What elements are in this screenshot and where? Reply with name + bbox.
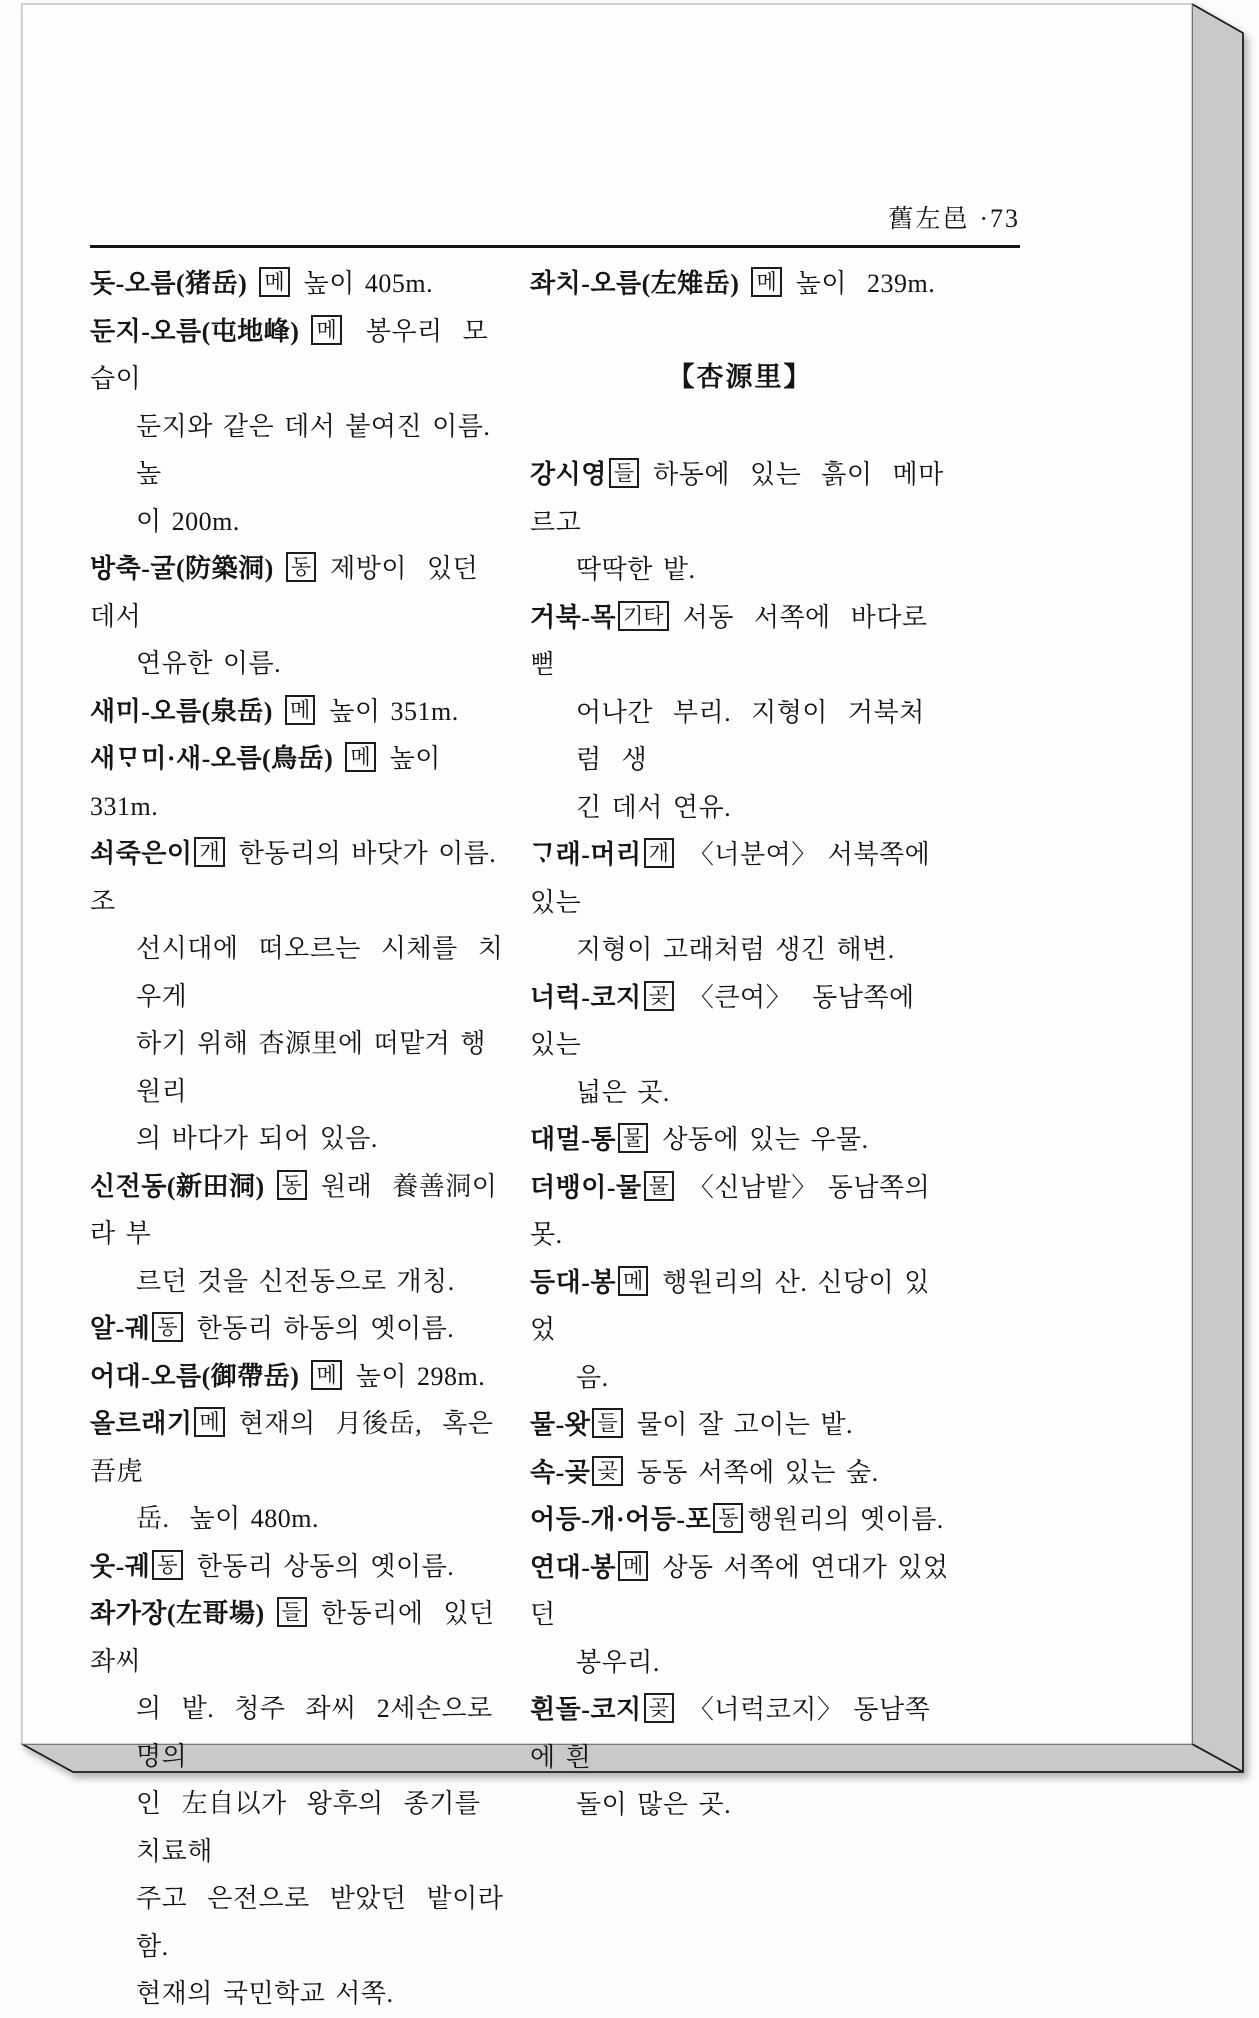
definition-text: 제방이 있던 데서 xyxy=(90,554,499,631)
two-column-text xyxy=(90,260,1020,2018)
entry-line xyxy=(530,1069,950,1117)
category-marker: 메 xyxy=(618,1551,648,1581)
definition-text: 한동리 하동의 옛이름. xyxy=(186,1314,455,1343)
entry-line xyxy=(530,1544,950,1639)
entry-line xyxy=(90,1115,510,1163)
entry-line xyxy=(530,1781,950,1829)
definition-text: 상동에 있는 우물. xyxy=(652,1125,869,1154)
category-marker: 들 xyxy=(277,1597,307,1627)
headword: 올르래기 xyxy=(90,1409,193,1438)
category-marker: 들 xyxy=(592,1408,622,1438)
definition-text: 한동리 상동의 옛이름. xyxy=(186,1551,455,1581)
category-marker: 개 xyxy=(644,838,674,868)
entry-line xyxy=(90,1020,510,1115)
definition-text: 연유한 이름. xyxy=(136,649,282,678)
entry-line xyxy=(90,545,510,640)
category-marker: 기타 xyxy=(618,601,669,631)
headword: 돗-오름(猪岳) xyxy=(90,269,258,298)
definition-text: 상동 서쪽에 연대가 있었던 xyxy=(530,1552,949,1629)
headword: 등대-봉 xyxy=(530,1267,617,1297)
headword: 좌가장(左哥場) xyxy=(90,1599,275,1628)
definition-text: 한동리에 있던 좌씨 xyxy=(90,1599,515,1676)
definition-text: 딱딱한 밭. xyxy=(576,555,696,584)
headword: 좌치-오름(左雉岳) xyxy=(530,269,750,298)
headword: 속-곶 xyxy=(530,1457,591,1487)
definition-text: 르던 것을 신전동으로 개칭. xyxy=(136,1266,455,1296)
entry-line xyxy=(530,1639,950,1687)
definition-text: 지형이 고래처럼 생긴 해변. xyxy=(576,935,895,964)
entry-line xyxy=(90,403,510,498)
headword: 알-궤 xyxy=(90,1314,151,1343)
definition-text: 〈신남밭〉 동남쪽의 못. xyxy=(530,1172,941,1249)
category-marker: 동 xyxy=(277,1170,307,1200)
headword: 어등-개·어등-포 xyxy=(530,1505,712,1534)
definition-text: 어나간 부리. 지형이 거북처럼 생 xyxy=(576,697,925,774)
headword: 흰돌-코지 xyxy=(530,1695,642,1724)
definition-text: 음. xyxy=(576,1362,609,1392)
category-marker: 메 xyxy=(311,1360,341,1390)
headword: 어대-오름(御帶岳) xyxy=(90,1361,310,1391)
definition-text: 물이 잘 고이는 밭. xyxy=(626,1410,853,1439)
entry-line xyxy=(530,926,950,974)
definition-text: 행원리의 옛이름. xyxy=(747,1505,944,1534)
entry-line xyxy=(90,1305,510,1353)
entry-line xyxy=(90,735,510,830)
section-title: 【杏源里】 xyxy=(667,361,813,392)
entry-line xyxy=(90,1685,513,1780)
definition-text: 하기 위해 杏源里에 떠맡겨 행원리 xyxy=(136,1029,487,1106)
definition-text: 높이 351m. xyxy=(319,696,459,726)
entry-line xyxy=(530,594,950,689)
entry-line xyxy=(90,1875,524,1970)
definition-text: 현재의 국민학교 서쪽. xyxy=(136,1979,394,2008)
category-marker: 메 xyxy=(259,267,289,297)
entry-line xyxy=(530,1401,950,1449)
category-marker: 동 xyxy=(152,1312,182,1342)
entry-line xyxy=(530,1449,950,1497)
running-header xyxy=(90,200,1020,238)
definition-text: 의 밭. 청주 좌씨 2세손으로 명의 xyxy=(136,1694,513,1771)
definition-text: 선시대에 떠오르는 시체를 치우게 xyxy=(136,934,504,1011)
category-marker: 곶 xyxy=(644,981,674,1011)
headword: 쇠죽은이 xyxy=(90,839,193,868)
entry-line xyxy=(530,1116,950,1164)
headword: ᄀᆞ래-머리 xyxy=(530,840,642,869)
headword: 대멀-통 xyxy=(530,1125,617,1154)
entry-line xyxy=(530,1496,950,1544)
entry-line xyxy=(530,1259,950,1354)
category-marker: 물 xyxy=(618,1123,648,1153)
category-marker: 메 xyxy=(285,695,315,725)
category-marker: 곶 xyxy=(644,1693,674,1723)
definition-text: 높이 405m. xyxy=(293,269,434,298)
entry-line xyxy=(90,308,510,403)
category-marker: 메 xyxy=(618,1266,648,1296)
category-marker: 동 xyxy=(286,552,316,582)
entry-line xyxy=(90,830,510,925)
entry-line xyxy=(90,1970,510,2018)
definition-text: 높이 298m. xyxy=(345,1361,486,1391)
entry-line xyxy=(90,1495,510,1543)
definition-text: 한동리의 바닷가 이름. 조 xyxy=(90,839,507,916)
entry-line xyxy=(90,1780,510,1875)
category-marker: 동 xyxy=(713,1503,743,1533)
headword: 둔지-오름(屯地峰) xyxy=(90,316,310,346)
definition-text: 원래 養善洞이라 부 xyxy=(90,1171,498,1248)
headword: 웃-궤 xyxy=(90,1551,151,1581)
entry-line xyxy=(90,688,510,736)
entry-line xyxy=(90,640,510,688)
definition-text: 주고 은전으로 받았던 밭이라 함. xyxy=(136,1884,524,1961)
entry-line xyxy=(90,1543,510,1591)
entry-line xyxy=(530,831,950,926)
headword: 더뱅이-물 xyxy=(530,1172,642,1202)
entry-line xyxy=(90,260,510,308)
category-marker: 메 xyxy=(311,315,341,345)
entry-line xyxy=(90,1258,510,1306)
entry-line xyxy=(90,925,510,1020)
category-marker: 메 xyxy=(345,742,375,772)
book-side-edge-right xyxy=(1192,4,1243,1772)
headword: 새ᄆᆞ미·새-오름(鳥岳) xyxy=(90,744,344,773)
headword: 너럭-코지 xyxy=(530,982,642,1012)
category-marker: 개 xyxy=(194,837,224,867)
entry-line xyxy=(530,784,950,832)
category-marker: 들 xyxy=(609,458,639,488)
entry-line xyxy=(530,260,950,308)
page-content xyxy=(90,200,1020,2018)
page-number: ·73 xyxy=(979,204,1020,233)
headword: 방축-굴(防築洞) xyxy=(90,554,284,583)
category-marker: 곶 xyxy=(592,1456,622,1486)
definition-text: 이 200m. xyxy=(136,506,240,536)
definition-text: 긴 데서 연유. xyxy=(576,792,732,822)
entry-line xyxy=(530,974,950,1069)
headword: 신전동(新田洞) xyxy=(90,1171,275,1201)
entry-line xyxy=(90,1400,514,1495)
definition-text: 행원리의 산. 신당이 있었 xyxy=(530,1267,930,1344)
entry-line xyxy=(90,498,510,546)
header-rule xyxy=(90,245,1020,248)
entry-line xyxy=(530,1354,950,1402)
headword: 새미-오름(泉岳) xyxy=(90,696,283,726)
entry-line xyxy=(90,1590,515,1685)
definition-text: 높이 331m. xyxy=(90,744,451,821)
entry-line xyxy=(530,1164,950,1259)
definition-text: 서동 서쪽에 바다로 뻗 xyxy=(530,602,948,679)
definition-text: 높이 239m. xyxy=(785,269,936,298)
entry-line xyxy=(530,546,950,594)
header-section-title: 舊左邑 xyxy=(888,206,970,233)
definition-text: 봉우리 모습이 xyxy=(90,316,489,393)
definition-text: 의 바다가 되어 있음. xyxy=(136,1124,378,1153)
definition-text: 인 左自以가 왕후의 종기를 치료해 xyxy=(136,1789,501,1866)
entry-line xyxy=(90,1163,510,1258)
entry-line xyxy=(90,1353,510,1401)
definition-text: 하동에 있는 흙이 메마르고 xyxy=(530,460,944,537)
definition-text: 〈큰여〉 동남쪽에 있는 xyxy=(530,982,945,1059)
category-marker: 물 xyxy=(644,1171,674,1201)
entry-line xyxy=(530,689,950,784)
headword: 물-왓 xyxy=(530,1410,591,1439)
entry-line xyxy=(530,451,950,546)
headword: 연대-봉 xyxy=(530,1552,617,1582)
definition-text: 둔지와 같은 데서 붙여진 이름. 높 xyxy=(136,411,501,488)
category-marker: 동 xyxy=(152,1550,182,1580)
definition-text: 봉우리. xyxy=(576,1647,660,1677)
category-marker: 메 xyxy=(751,267,781,297)
category-marker: 메 xyxy=(194,1407,224,1437)
definition-text: 동동 서쪽에 있는 숲. xyxy=(626,1457,879,1487)
definition-text: 돌이 많은 곳. xyxy=(576,1790,732,1819)
column-left xyxy=(90,260,524,2018)
definition-text: 〈너럭코지〉 동남쪽에 흰 xyxy=(530,1695,931,1772)
headword: 강시영 xyxy=(530,460,607,489)
definition-text: 岳. 높이 480m. xyxy=(136,1504,319,1533)
column-right xyxy=(530,260,950,2018)
headword: 거북-목 xyxy=(530,602,617,632)
entry-line xyxy=(530,1686,950,1781)
definition-text: 현재의 月後岳, 혹은 吾虎 xyxy=(90,1409,514,1486)
definition-text: 넓은 곳. xyxy=(576,1077,670,1107)
definition-text: 〈너분여〉 서북쪽에 있는 xyxy=(530,840,941,917)
